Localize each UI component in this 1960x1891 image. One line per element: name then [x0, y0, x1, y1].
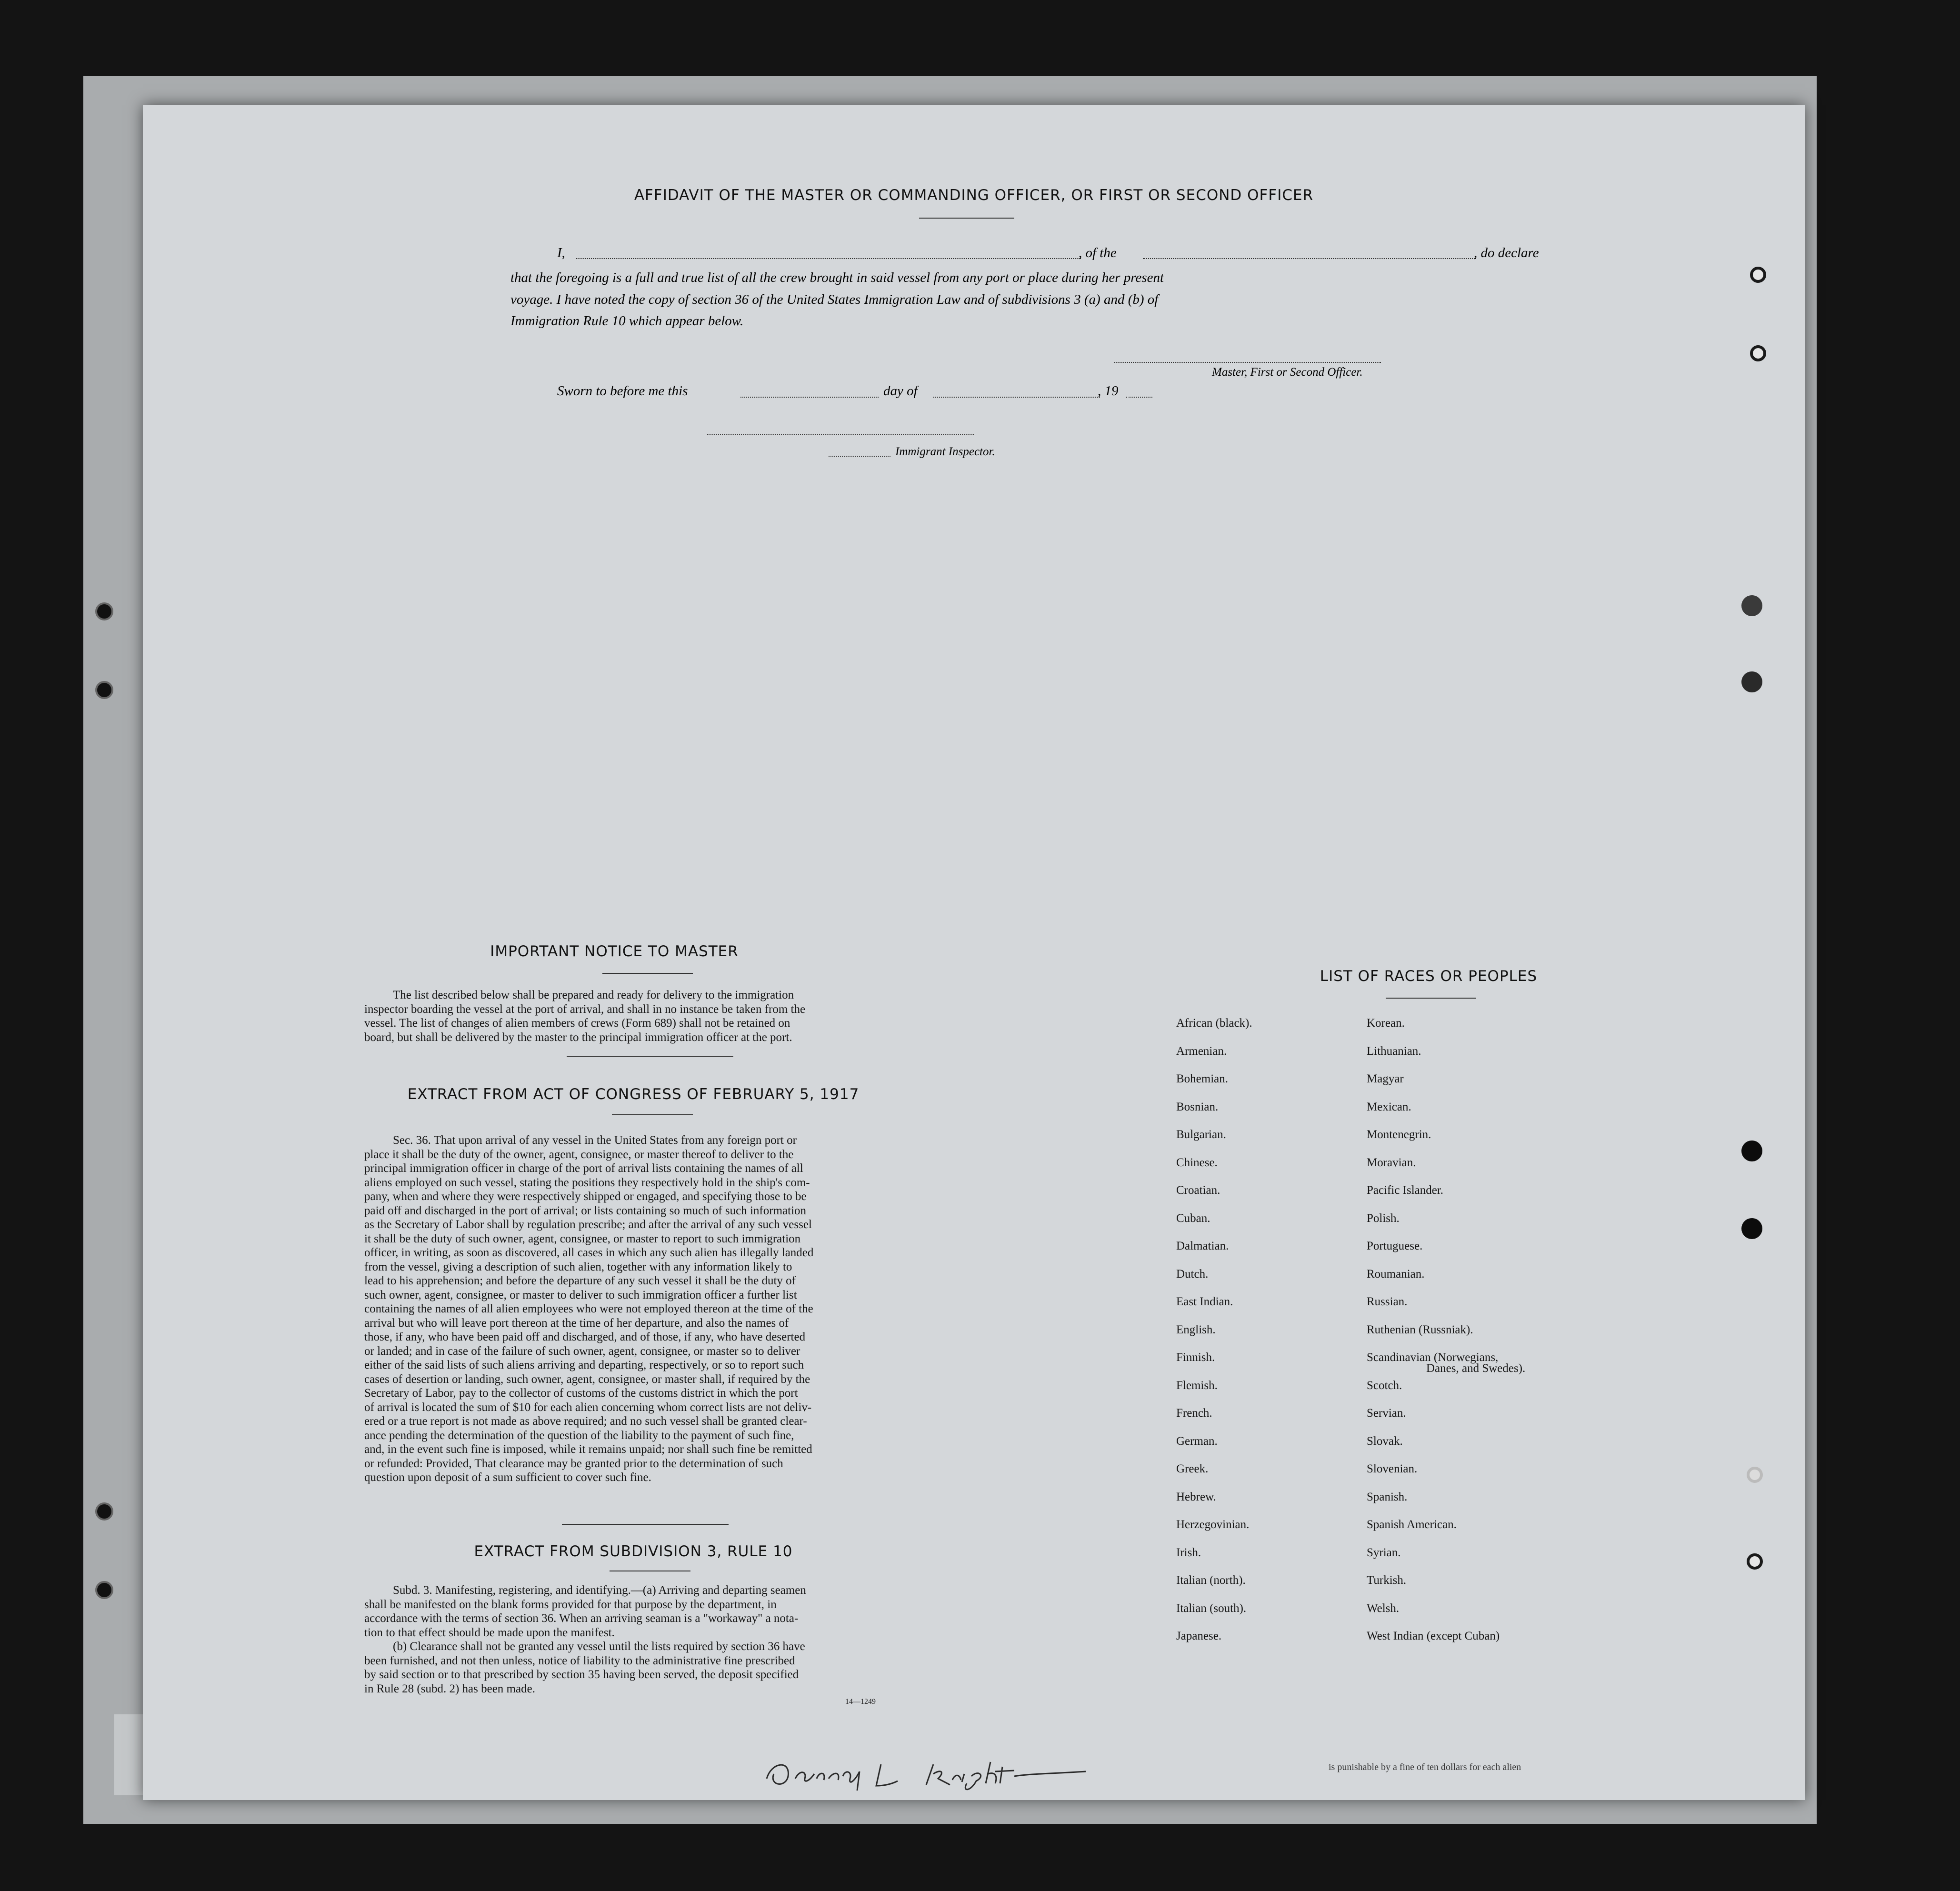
handwritten-signature	[762, 1752, 1095, 1795]
act-extract-title-rule	[612, 1114, 693, 1115]
act-extract-bottom-rule	[562, 1524, 729, 1525]
text-line: question upon deposit of a sum sufficient to cover such fine.	[364, 1471, 651, 1484]
notice-text	[364, 988, 902, 1044]
text-line: Sec. 36. That upon arrival of any vessel in the United States from any foreign port or	[393, 1134, 797, 1147]
race-item: Lithuanian.	[1367, 1044, 1421, 1058]
inspector-label: Immigrant Inspector.	[895, 445, 995, 458]
text-line: aliens employed on such vessel, stating the positions they respectively hold in the ship's com-	[364, 1176, 810, 1189]
officer-signature-label: Master, First or Second Officer.	[1212, 366, 1363, 379]
inspector-signature-field[interactable]	[707, 434, 974, 435]
punch-hole-4	[1741, 671, 1762, 692]
race-item: Scotch.	[1367, 1379, 1402, 1392]
race-item: French.	[1176, 1407, 1212, 1420]
notice-title: IMPORTANT NOTICE TO MASTER	[490, 943, 739, 960]
text-line: pany, when and where they were respectively shipped or engaged, and specifying those to be	[364, 1190, 807, 1203]
master-name-field[interactable]	[576, 258, 1081, 259]
punch-hole-2	[1750, 345, 1766, 361]
punch-hole-3	[1741, 595, 1762, 616]
race-item: East Indian.	[1176, 1295, 1233, 1308]
rule-extract-text	[364, 1583, 902, 1696]
race-item: Korean.	[1367, 1017, 1405, 1030]
affidavit-title-rule	[919, 218, 1014, 219]
text-line: (b) Clearance shall not be granted any vessel until the lists required by section 36 have	[393, 1640, 805, 1653]
race-item: Mexican.	[1367, 1100, 1411, 1113]
text-line: Secretary of Labor, pay to the collector of customs of the customs district in which the port	[364, 1387, 798, 1400]
sworn-label: Sworn to before me this	[557, 383, 688, 399]
sworn-day-field[interactable]	[740, 397, 879, 398]
text-line: it shall be the duty of such owner, agent, consignee, or master to report to such immigration	[364, 1232, 801, 1245]
text-line: cases of desertion or landing, such owner, agent, consignee, or master shall, if required by the	[364, 1372, 810, 1386]
race-item: Japanese.	[1176, 1630, 1222, 1642]
text-line: or landed; and in case of the failure of such owner, agent, consignee, or master so to deliver	[364, 1344, 800, 1358]
text-line: those, if any, who have been paid off and discharged, and of those, if any, who have deserted	[364, 1331, 806, 1343]
text-line: ered or a true report is not made as above required; and no such vessel shall be granted clear-	[364, 1415, 807, 1428]
race-item: Bosnian.	[1176, 1100, 1219, 1113]
notice-line: inspector boarding the vessel at the port of arrival, and shall in no instance be taken from the	[364, 1002, 806, 1016]
race-item: Finnish.	[1176, 1351, 1215, 1364]
race-item: Italian (south).	[1176, 1601, 1247, 1615]
binder-hole-left-4	[95, 1581, 113, 1599]
race-item: Flemish.	[1176, 1379, 1218, 1392]
race-item: English.	[1176, 1323, 1216, 1336]
text-line: ance pending the determination of the question of the liability to the payment of such fine,	[364, 1429, 794, 1442]
punch-hole-6	[1741, 1218, 1762, 1239]
binder-hole-left-1	[95, 602, 113, 620]
text-line: and, in the event such fine is imposed, while it remains unpaid; nor shall such fine be remitted	[364, 1443, 812, 1456]
text-line: such owner, agent, consignee, or master to deliver to such immigration officer a further list	[364, 1288, 797, 1301]
race-item: Spanish.	[1367, 1490, 1408, 1503]
text-line: shall be manifested on the blank forms provided for that purpose by the department, in	[364, 1598, 777, 1611]
race-item: West Indian (except Cuban)	[1367, 1630, 1500, 1642]
affidavit-sheet	[143, 105, 1805, 1800]
text-line: arrival but who will leave port thereon at the time of her departure, and also the names of	[364, 1316, 789, 1330]
act-extract-title: EXTRACT FROM ACT OF CONGRESS OF FEBRUARY 5, 1917	[407, 1086, 860, 1103]
notice-line: vessel. The list of changes of alien members of crews (Form 689) shall not be retained on	[364, 1017, 790, 1030]
officer-signature-field[interactable]	[1114, 362, 1381, 363]
text-line: place it shall be the duty of the owner, agent, consignee, or master thereof to deliver to the	[364, 1148, 794, 1161]
text-line: of arrival is located the sum of $10 for each alien concerning whom correct lists are not deliv-	[364, 1401, 812, 1414]
race-item: Scandinavian (Norwegians,	[1367, 1351, 1499, 1364]
text-line: by said section or to that prescribed by section 35 having been served, the deposit specified	[364, 1668, 799, 1681]
text-line: containing the names of all alien employees who were not employed thereon at the time of the	[364, 1302, 813, 1315]
race-item: Portuguese.	[1367, 1240, 1423, 1252]
text-line: from the vessel, giving a description of such alien, together with any information likely to	[364, 1260, 792, 1273]
sworn-year-field[interactable]	[1126, 397, 1152, 398]
notice-line: The list described below shall be prepared and ready for delivery to the immigration	[393, 989, 794, 1001]
inspector-signature-field-short	[829, 456, 890, 457]
race-item: Ruthenian (Russniak).	[1367, 1323, 1473, 1336]
race-item: Dalmatian.	[1176, 1240, 1229, 1252]
text-line: either of the said lists of such aliens arriving and departing, respectively, or so to report such	[364, 1359, 804, 1371]
text-line: Subd. 3. Manifesting, registering, and identifying.—(a) Arriving and departing seamen	[393, 1584, 806, 1597]
text-line: officer, in writing, as soon as discovered, all cases in which any such alien has illegally landed	[364, 1246, 814, 1259]
bottom-edge-text: is punishable by a fine of ten dollars for each alien	[1329, 1762, 1521, 1772]
race-item: Cuban.	[1176, 1211, 1210, 1225]
race-item: Italian (north).	[1176, 1574, 1246, 1587]
race-item: Spanish American.	[1367, 1518, 1457, 1531]
text-line: in Rule 28 (subd. 2) has been made.	[364, 1682, 535, 1695]
text-line: as the Secretary of Labor shall by regulation prescribe; and after the arrival of any such vessel	[364, 1218, 812, 1231]
rule-extract-title: EXTRACT FROM SUBDIVISION 3, RULE 10	[474, 1543, 793, 1560]
declaration-line-3: Immigration Rule 10 which appear below.	[510, 313, 744, 329]
race-item: Servian.	[1367, 1407, 1406, 1420]
race-item: African (black).	[1176, 1017, 1252, 1030]
race-item: Syrian.	[1367, 1546, 1401, 1559]
race-item: Welsh.	[1367, 1601, 1400, 1615]
race-item: Dutch.	[1176, 1267, 1209, 1281]
race-item: Roumanian.	[1367, 1267, 1425, 1281]
affidavit-do-declare-label: , do declare	[1474, 245, 1539, 260]
races-title: LIST OF RACES OR PEOPLES	[1320, 968, 1538, 985]
text-line: principal immigration officer in charge of the port of arrival lists containing the names of all	[364, 1162, 803, 1175]
act-extract-text	[364, 1133, 902, 1485]
vessel-name-field[interactable]	[1143, 258, 1476, 259]
races-title-rule	[1386, 998, 1476, 999]
text-line: tion to that effect should be made upon the manifest.	[364, 1626, 615, 1639]
race-item: Polish.	[1367, 1211, 1400, 1225]
text-line: paid off and discharged in the port of arrival; or lists containing so much of such information	[364, 1204, 807, 1217]
binder-hole-left-3	[95, 1502, 113, 1521]
notice-bottom-rule	[567, 1056, 733, 1057]
binder-hole-left-2	[95, 681, 113, 699]
race-item: Croatian.	[1176, 1184, 1220, 1197]
notice-title-rule	[602, 973, 693, 974]
race-item-continuation: Danes, and Swedes).	[1426, 1362, 1526, 1375]
race-item: Chinese.	[1176, 1156, 1218, 1169]
year-label: , 19	[1098, 383, 1119, 399]
text-line: accordance with the terms of section 36. When an arriving seaman is a "workaway" a nota-	[364, 1612, 799, 1625]
race-item: Hebrew.	[1176, 1490, 1216, 1503]
punch-hole-1	[1750, 267, 1766, 283]
declaration-line-2: voyage. I have noted the copy of section 36 of the United States Immigration Law and of subdivisions 3 (a) and (b) of	[510, 292, 1159, 307]
race-item: Slovenian.	[1367, 1462, 1418, 1475]
sworn-month-field[interactable]	[933, 397, 1100, 398]
race-item: Bulgarian.	[1176, 1128, 1226, 1141]
race-item: Montenegrin.	[1367, 1128, 1431, 1141]
race-item: Magyar	[1367, 1072, 1404, 1085]
race-item: German.	[1176, 1434, 1218, 1448]
form-number: 14—1249	[845, 1698, 876, 1706]
signature-drawing	[762, 1752, 1095, 1795]
race-item: Pacific Islander.	[1367, 1184, 1444, 1197]
affidavit-i-label: I,	[557, 245, 565, 260]
race-item: Greek.	[1176, 1462, 1209, 1475]
race-item: Russian.	[1367, 1295, 1408, 1308]
race-item: Turkish.	[1367, 1574, 1407, 1587]
race-item: Irish.	[1176, 1546, 1201, 1559]
text-line: lead to his apprehension; and before the departure of any such vessel it shall be the duty of	[364, 1274, 796, 1287]
text-line: been furnished, and not then unless, notice of liability to the administrative fine prescribed	[364, 1654, 795, 1667]
notice-line: board, but shall be delivered by the master to the principal immigration officer at the port.	[364, 1031, 792, 1044]
text-line: or refunded: Provided, That clearance may be granted prior to the determination of such	[364, 1457, 783, 1470]
race-item: Armenian.	[1176, 1044, 1227, 1058]
day-of-label: day of	[883, 383, 918, 399]
race-item: Herzegovinian.	[1176, 1518, 1250, 1531]
affidavit-of-the-label: , of the	[1079, 245, 1117, 260]
punch-hole-7	[1747, 1467, 1763, 1483]
punch-hole-8	[1747, 1553, 1763, 1570]
affidavit-title: AFFIDAVIT OF THE MASTER OR COMMANDING OFFICER, OR FIRST OR SECOND OFFICER	[634, 187, 1314, 204]
race-item: Moravian.	[1367, 1156, 1416, 1169]
race-item: Bohemian.	[1176, 1072, 1229, 1085]
race-item: Slovak.	[1367, 1434, 1403, 1448]
declaration-line-1: that the foregoing is a full and true list of all the crew brought in said vessel from any port or place during her present	[510, 270, 1164, 285]
punch-hole-5	[1741, 1141, 1762, 1161]
